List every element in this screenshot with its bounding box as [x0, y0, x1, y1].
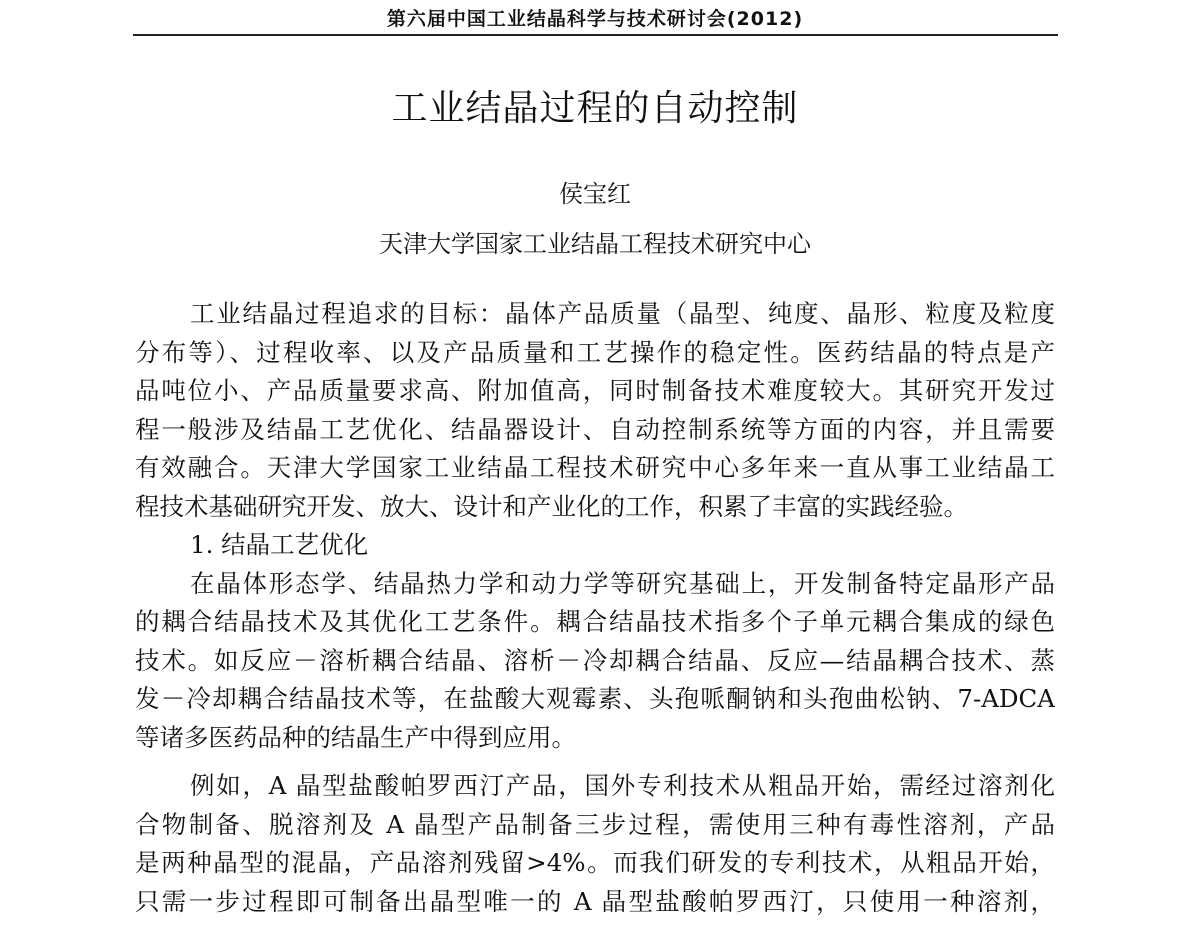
- text-line: 的耦合结晶技术及其优化工艺条件。耦合结晶技术指多个子单元耦合集成的绿色: [135, 607, 1055, 636]
- paragraph-intro: [135, 295, 1055, 526]
- text-line: 有效融合。天津大学国家工业结晶工程技术研究中心多年来一直从事工业结晶工: [135, 453, 1055, 482]
- text-line: 程一般涉及结晶工艺优化、结晶器设计、自动控制系统等方面的内容，并且需要: [135, 414, 1055, 444]
- running-header: 第六届中国工业结晶科学与技术研讨会(2012): [386, 8, 804, 30]
- header-rule: [133, 34, 1058, 36]
- author: 侯宝红: [559, 180, 631, 208]
- text-line: 分布等）、过程收率、以及产品质量和工艺操作的稳定性。医药结晶的特点是产: [135, 337, 1055, 367]
- paragraph-process-optimization: [135, 565, 1055, 758]
- body-text: [135, 295, 1055, 921]
- paper-title: 工业结晶过程的自动控制: [391, 88, 799, 129]
- text-line: 等诸多医药品种的结晶生产中得到应用。: [135, 722, 576, 752]
- text-line: 例如，A 晶型盐酸帕罗西汀产品，国外专利技术从粗品开始，需经过溶剂化: [190, 771, 1055, 800]
- section-heading: [135, 526, 1055, 565]
- affiliation: 天津大学国家工业结晶工程技术研究中心: [379, 230, 811, 258]
- text-line: 工业结晶过程追求的目标：晶体产品质量（晶型、纯度、晶形、粒度及粒度: [190, 299, 1055, 328]
- text-line: 在晶体形态学、结晶热力学和动力学等研究基础上，开发制备特定晶形产品: [190, 568, 1055, 598]
- text-line: 是两种晶型的混晶，产品溶剂残留>4%。而我们研发的专利技术，从粗品开始，: [135, 848, 1055, 877]
- text-line: 品吨位小、产品质量要求高、附加值高，同时制备技术难度较大。其研究开发过: [135, 376, 1055, 405]
- text-line: 发－冷却耦合结晶技术等，在盐酸大观霉素、头孢哌酮钠和头孢曲松钠、7-ADCA: [135, 684, 1055, 713]
- text-line: 程技术基础研究开发、放大、设计和产业化的工作，积累了丰富的实践经验。: [135, 491, 968, 521]
- text-line: 只需一步过程即可制备出晶型唯一的 A 晶型盐酸帕罗西汀，只使用一种溶剂，: [135, 886, 1055, 916]
- paragraph-example: [135, 767, 1055, 921]
- section-heading-text: 1. 结晶工艺优化: [190, 530, 369, 559]
- text-line: 合物制备、脱溶剂及 A 晶型产品制备三步过程，需使用三种有毒性溶剂，产品: [135, 809, 1055, 839]
- text-line: 技术。如反应－溶析耦合结晶、溶析－冷却耦合结晶、反应—结晶耦合技术、蒸: [135, 645, 1055, 675]
